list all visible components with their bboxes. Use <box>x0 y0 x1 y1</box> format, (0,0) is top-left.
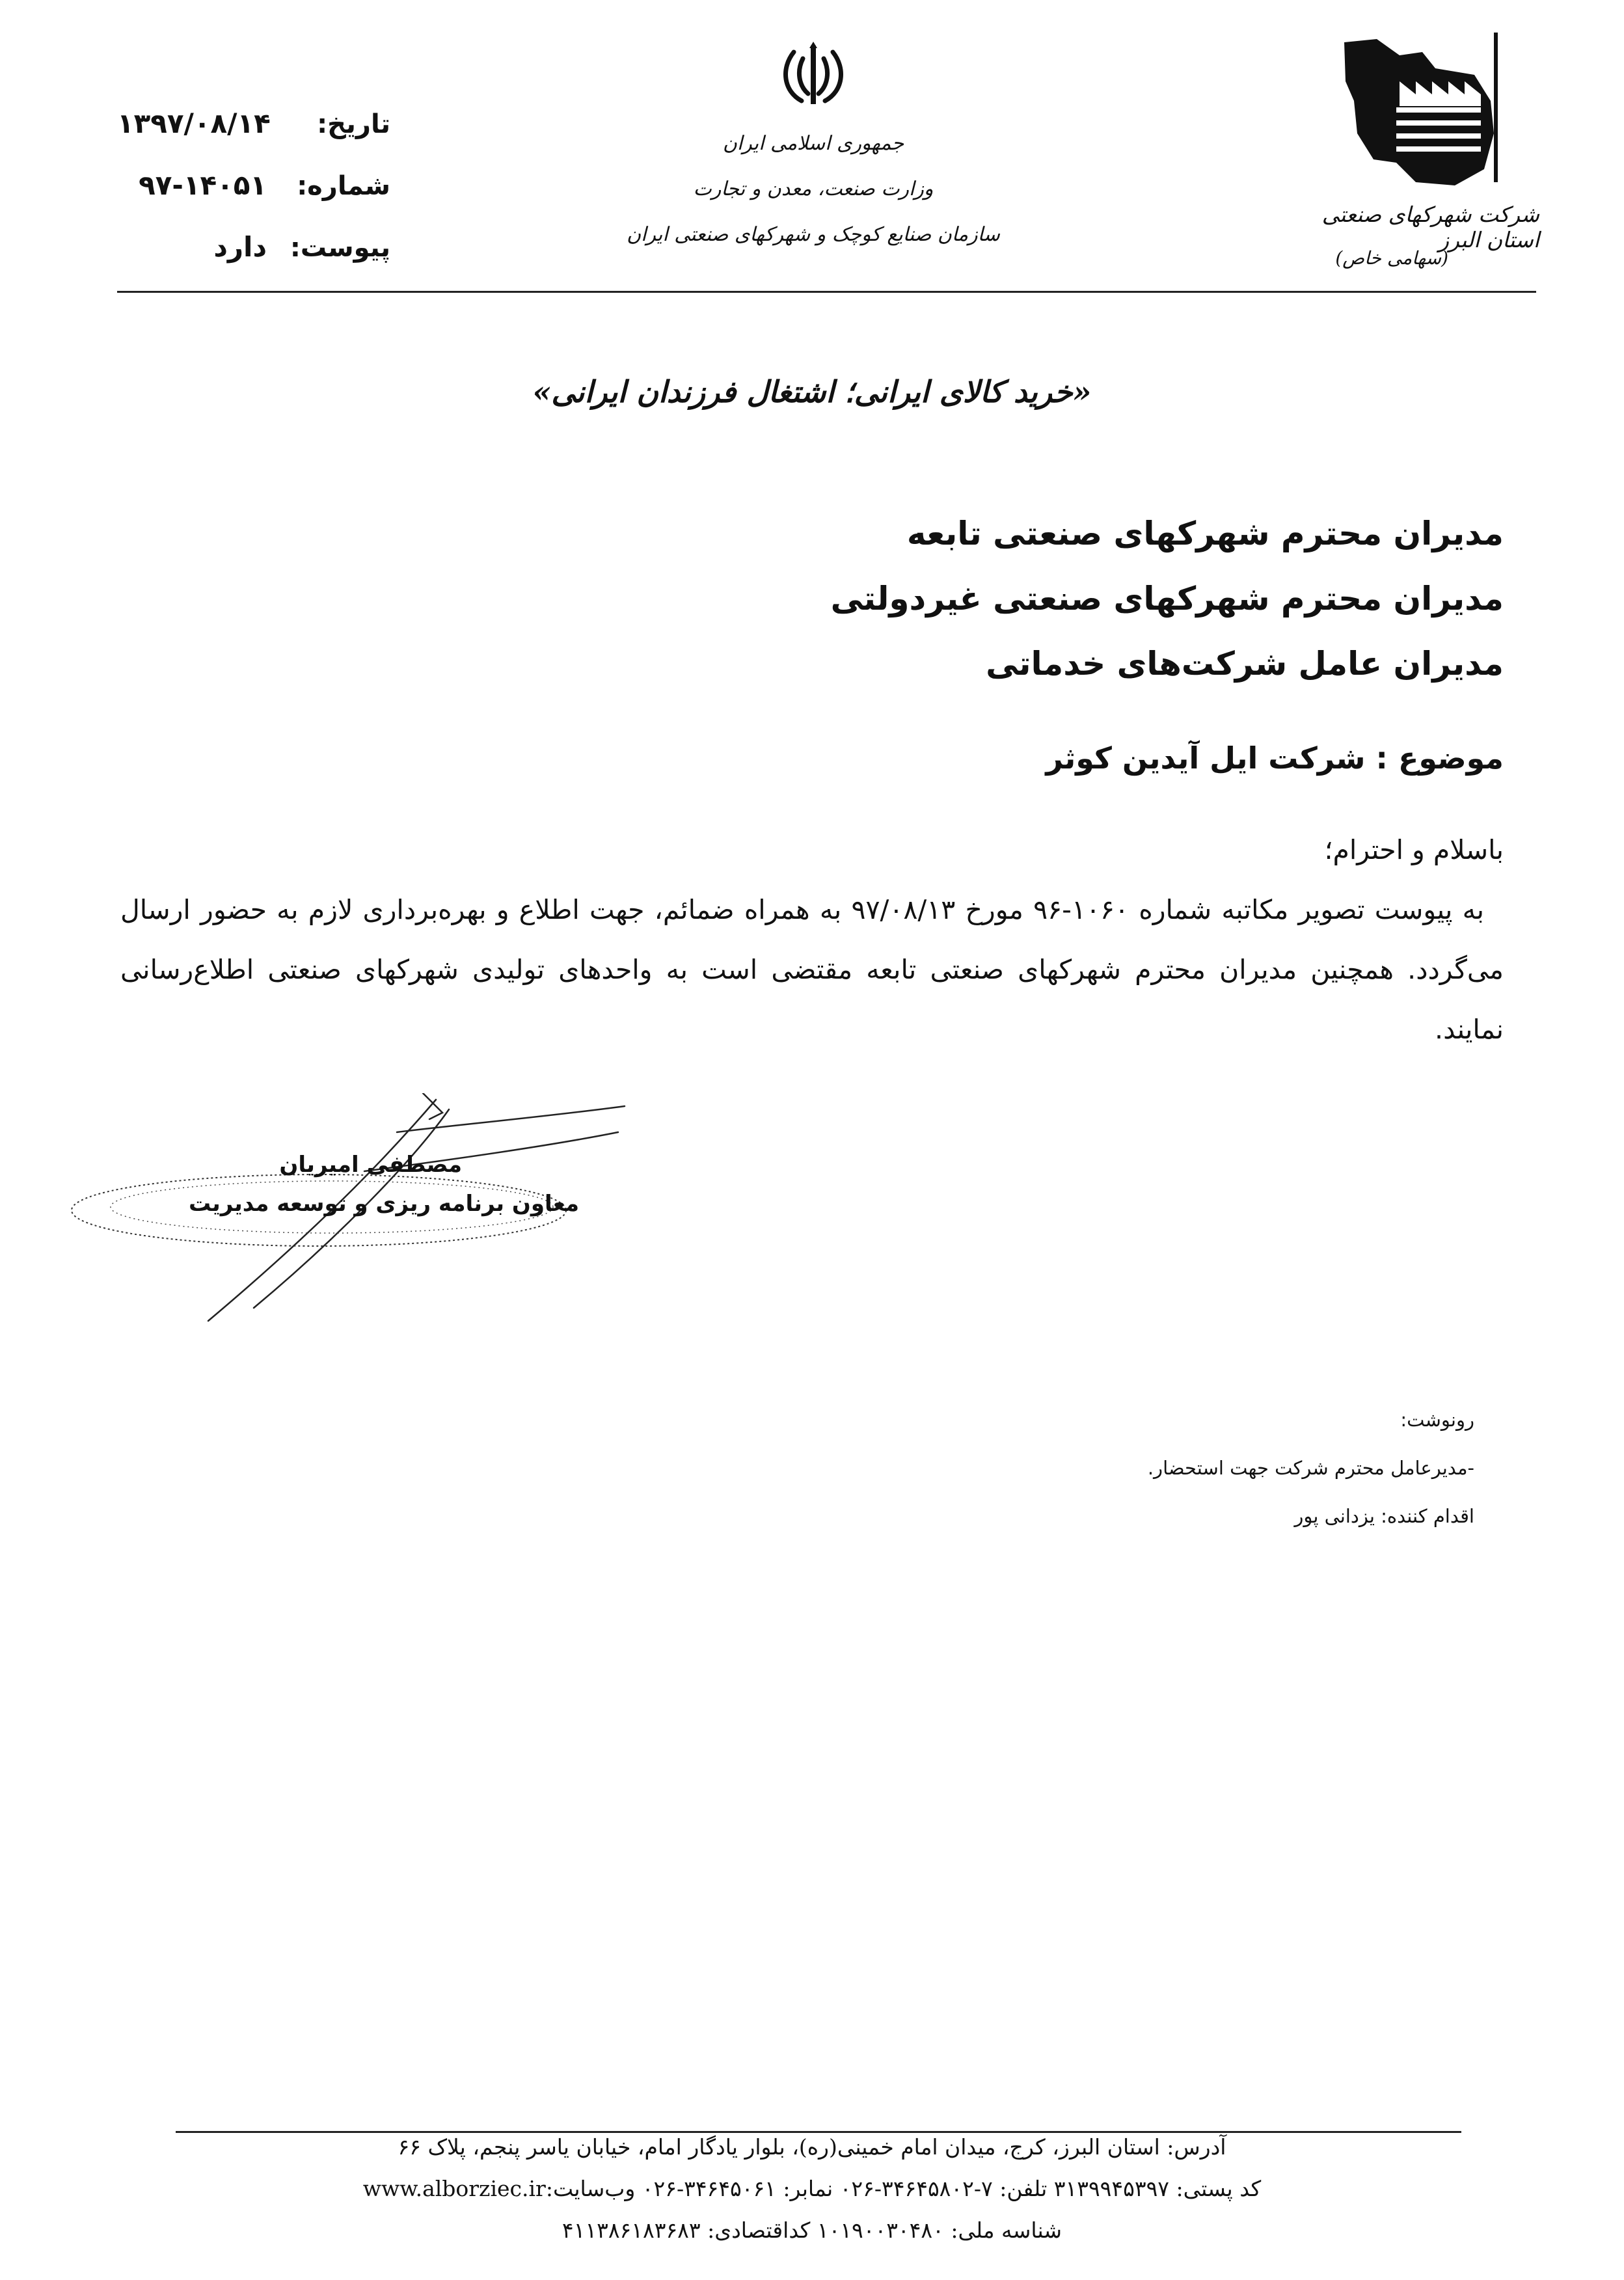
footer-contact: کد پستی: ۳۱۳۹۹۴۵۳۹۷ تلفن: ۷-۳۴۶۴۵۸۰۲-۰۲۶ نمابر: ۳۴۶۴۵۰۶۱-۰۲۶ وب‌سایت:www.alborziec.ir <box>362 2176 1262 2201</box>
company-type: (سهامی خاص) <box>1335 247 1448 269</box>
date-row <box>117 107 390 169</box>
company-logo-icon <box>1338 29 1500 198</box>
handwritten-signature-icon <box>59 1093 644 1340</box>
signer-title: معاون برنامه ریزی و توسعه مدیریت <box>189 1191 579 1217</box>
header-divider <box>117 291 1536 293</box>
center-line-2: وزارت صنعت، معدن و تجارت <box>693 178 934 200</box>
signature-block <box>59 1093 644 1340</box>
government-heading <box>586 39 1041 258</box>
attachment-row <box>117 231 390 293</box>
letter-meta <box>117 107 390 293</box>
addressee-line: مدیران محترم شهرکهای صنعتی تابعه <box>906 515 1504 552</box>
footer <box>176 2126 1448 2251</box>
greeting: باسلام و احترام؛ <box>1324 834 1504 865</box>
footer-address: آدرس: استان البرز، کرج، میدان امام خمینی(ره)، بلوار یادگار امام، خیابان یاسر پنجم، پلاک ۶۶ <box>398 2134 1226 2160</box>
cc-block <box>889 1396 1474 1540</box>
date-value: ۱۳۹۷/۰۸/۱۴ <box>117 107 271 139</box>
company-name: شرکت شهرکهای صنعتی استان البرز <box>1321 202 1539 252</box>
body-paragraph <box>120 880 1504 1059</box>
addressees <box>723 501 1504 696</box>
number-row <box>117 169 390 231</box>
footer-ids: شناسه ملی: ۱۰۱۹۰۰۳۰۴۸۰ کداقتصادی: ۴۱۱۳۸۶۱۸۳۶۸۳ <box>562 2218 1062 2243</box>
cc-label: رونوشت: <box>1400 1409 1474 1431</box>
attachment-label: پیوست: <box>290 233 390 263</box>
letter-body <box>120 820 1504 1059</box>
iran-emblem-icon <box>774 39 852 111</box>
date-label: تاریخ: <box>317 109 390 139</box>
slogan: «خرید کالای ایرانی؛ اشتغال فرزندان ایرانی» <box>532 374 1092 409</box>
center-line-1: جمهوری اسلامی ایران <box>722 132 904 155</box>
addressee-line: مدیران عامل شرکت‌های خدماتی <box>986 645 1504 683</box>
signer-name: مصطفی امیریان <box>279 1152 462 1178</box>
attachment-value: دارد <box>213 231 267 263</box>
number-value: ۹۷-۱۴۰۵۱ <box>139 169 267 201</box>
body-paragraph-text: به پیوست تصویر مکاتبه شماره ۱۰۶۰-۹۶ مورخ ۹۷/۰۸/۱۳ به همراه ضمائم، جهت اطلاع و بهره‌برداری لازم به حضور ارسال می‌گردد. همچنین مدیران محترم شهرکهای صنعتی تابعه مقتضی است به واحدهای تولیدی شهرکهای صنعتی اطلاع‌رسانی نمایند. <box>120 894 1504 1045</box>
addressee-line: مدیران محترم شهرکهای صنعتی غیردولتی <box>830 580 1504 618</box>
cc-item: -مدیرعامل محترم شرکت جهت استحضار. <box>1147 1457 1474 1479</box>
subject-line: موضوع : شرکت ایل آیدین کوثر <box>1046 740 1504 776</box>
cc-action: اقدام کننده: یزدانی پور <box>1294 1505 1474 1527</box>
center-line-3: سازمان صنایع کوچک و شهرکهای صنعتی ایران <box>627 223 1000 246</box>
number-label: شماره: <box>297 171 390 201</box>
company-logo-block <box>1292 29 1539 296</box>
